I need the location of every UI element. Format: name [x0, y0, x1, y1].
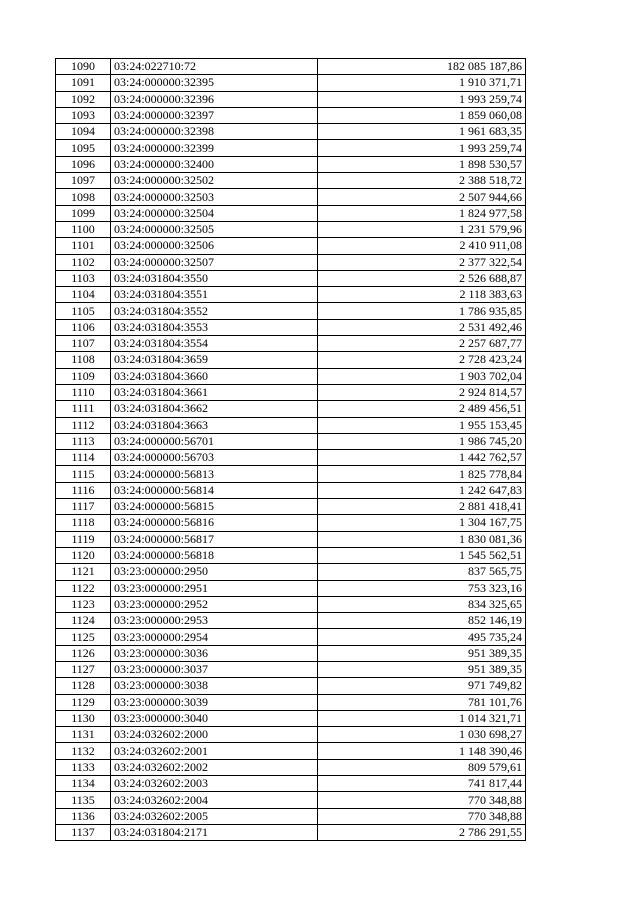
row-number-cell: 1120	[56, 547, 111, 563]
row-number-cell: 1133	[56, 759, 111, 775]
value-cell: 2 507 944,66	[318, 189, 526, 205]
value-cell: 753 323,16	[318, 580, 526, 596]
cadastral-number-cell: 03:23:000000:2954	[111, 629, 318, 645]
row-number-cell: 1108	[56, 352, 111, 368]
value-cell: 1 830 081,36	[318, 531, 526, 547]
table-row	[56, 499, 526, 515]
cadastral-number-cell: 03:24:031804:2171	[111, 824, 318, 840]
table-row	[56, 743, 526, 759]
value-cell: 1 014 321,71	[318, 710, 526, 726]
cadastral-number-cell: 03:24:000000:32502	[111, 173, 318, 189]
row-number-cell: 1090	[56, 59, 111, 75]
table-row	[56, 547, 526, 563]
cadastral-number-cell: 03:24:000000:56813	[111, 466, 318, 482]
row-number-cell: 1126	[56, 645, 111, 661]
table-row	[56, 384, 526, 400]
table-row	[56, 433, 526, 449]
value-cell: 1 903 702,04	[318, 368, 526, 384]
value-cell: 1 859 060,08	[318, 107, 526, 123]
row-number-cell: 1097	[56, 173, 111, 189]
table-row	[56, 75, 526, 91]
row-number-cell: 1117	[56, 499, 111, 515]
row-number-cell: 1105	[56, 303, 111, 319]
table-row	[56, 580, 526, 596]
table-row	[56, 564, 526, 580]
table-row	[56, 629, 526, 645]
cadastral-number-cell: 03:24:000000:32505	[111, 221, 318, 237]
value-cell: 2 728 423,24	[318, 352, 526, 368]
table-row	[56, 124, 526, 140]
row-number-cell: 1132	[56, 743, 111, 759]
table-row	[56, 613, 526, 629]
table-row	[56, 173, 526, 189]
row-number-cell: 1119	[56, 531, 111, 547]
value-cell: 2 531 492,46	[318, 319, 526, 335]
cadastral-number-cell: 03:23:000000:2950	[111, 564, 318, 580]
row-number-cell: 1136	[56, 808, 111, 824]
value-cell: 1 993 259,74	[318, 140, 526, 156]
table-row	[56, 661, 526, 677]
table-row	[56, 450, 526, 466]
value-cell: 2 410 911,08	[318, 238, 526, 254]
table-row	[56, 368, 526, 384]
cadastral-number-cell: 03:24:000000:32506	[111, 238, 318, 254]
row-number-cell: 1122	[56, 580, 111, 596]
value-cell: 2 489 456,51	[318, 401, 526, 417]
value-cell: 1 955 153,45	[318, 417, 526, 433]
cadastral-number-cell: 03:24:000000:56818	[111, 547, 318, 563]
row-number-cell: 1114	[56, 450, 111, 466]
value-cell: 781 101,76	[318, 694, 526, 710]
value-cell: 951 389,35	[318, 645, 526, 661]
cadastral-number-cell: 03:24:031804:3661	[111, 384, 318, 400]
table-row	[56, 824, 526, 840]
table-row	[56, 645, 526, 661]
cadastral-number-cell: 03:23:000000:3037	[111, 661, 318, 677]
row-number-cell: 1112	[56, 417, 111, 433]
value-cell: 1 993 259,74	[318, 91, 526, 107]
cadastral-number-cell: 03:23:000000:3036	[111, 645, 318, 661]
cadastral-number-cell: 03:24:031804:3660	[111, 368, 318, 384]
row-number-cell: 1134	[56, 776, 111, 792]
table-row	[56, 140, 526, 156]
row-number-cell: 1135	[56, 792, 111, 808]
value-cell: 2 377 322,54	[318, 254, 526, 270]
value-cell: 1 898 530,57	[318, 156, 526, 172]
cadastral-number-cell: 03:24:000000:32396	[111, 91, 318, 107]
row-number-cell: 1095	[56, 140, 111, 156]
table-row	[56, 776, 526, 792]
row-number-cell: 1104	[56, 287, 111, 303]
row-number-cell: 1131	[56, 727, 111, 743]
cadastral-number-cell: 03:24:000000:32507	[111, 254, 318, 270]
row-number-cell: 1092	[56, 91, 111, 107]
row-number-cell: 1107	[56, 336, 111, 352]
row-number-cell: 1124	[56, 613, 111, 629]
value-cell: 1 786 935,85	[318, 303, 526, 319]
value-cell: 2 786 291,55	[318, 824, 526, 840]
cadastral-number-cell: 03:23:000000:2952	[111, 596, 318, 612]
cadastral-number-cell: 03:24:031804:3552	[111, 303, 318, 319]
row-number-cell: 1130	[56, 710, 111, 726]
value-cell: 837 565,75	[318, 564, 526, 580]
row-number-cell: 1098	[56, 189, 111, 205]
cadastral-number-cell: 03:24:022710:72	[111, 59, 318, 75]
value-cell: 1 825 778,84	[318, 466, 526, 482]
table-row	[56, 303, 526, 319]
value-cell: 1 824 977,58	[318, 205, 526, 221]
cadastral-number-cell: 03:24:031804:3554	[111, 336, 318, 352]
value-cell: 741 817,44	[318, 776, 526, 792]
table-row	[56, 91, 526, 107]
table-row	[56, 482, 526, 498]
cadastral-number-cell: 03:24:031804:3550	[111, 270, 318, 286]
cadastral-number-cell: 03:24:000000:32504	[111, 205, 318, 221]
table-row	[56, 678, 526, 694]
table-row	[56, 694, 526, 710]
row-number-cell: 1093	[56, 107, 111, 123]
row-number-cell: 1137	[56, 824, 111, 840]
row-number-cell: 1118	[56, 515, 111, 531]
row-number-cell: 1109	[56, 368, 111, 384]
value-cell: 2 881 418,41	[318, 499, 526, 515]
table-row	[56, 156, 526, 172]
cadastral-number-cell: 03:24:000000:56815	[111, 499, 318, 515]
table-row	[56, 352, 526, 368]
value-cell: 1 030 698,27	[318, 727, 526, 743]
cadastral-number-cell: 03:24:032602:2004	[111, 792, 318, 808]
row-number-cell: 1102	[56, 254, 111, 270]
table-row	[56, 189, 526, 205]
value-cell: 834 325,65	[318, 596, 526, 612]
cadastral-number-cell: 03:24:031804:3551	[111, 287, 318, 303]
cadastral-number-cell: 03:24:000000:56816	[111, 515, 318, 531]
table-row	[56, 254, 526, 270]
value-cell: 1 231 579,96	[318, 221, 526, 237]
table-row	[56, 59, 526, 75]
table-row	[56, 107, 526, 123]
cadastral-number-cell: 03:24:000000:56814	[111, 482, 318, 498]
table-row	[56, 205, 526, 221]
cadastral-number-cell: 03:24:031804:3659	[111, 352, 318, 368]
table-row	[56, 319, 526, 335]
table-row	[56, 401, 526, 417]
row-number-cell: 1129	[56, 694, 111, 710]
row-number-cell: 1115	[56, 466, 111, 482]
table-row	[56, 221, 526, 237]
row-number-cell: 1121	[56, 564, 111, 580]
value-cell: 2 388 518,72	[318, 173, 526, 189]
cadastral-number-cell: 03:24:031804:3663	[111, 417, 318, 433]
value-cell: 1 986 745,20	[318, 433, 526, 449]
table-row	[56, 270, 526, 286]
row-number-cell: 1091	[56, 75, 111, 91]
table-row	[56, 596, 526, 612]
row-number-cell: 1103	[56, 270, 111, 286]
value-cell: 495 735,24	[318, 629, 526, 645]
cadastral-number-cell: 03:24:032602:2003	[111, 776, 318, 792]
cadastral-number-cell: 03:24:000000:32399	[111, 140, 318, 156]
row-number-cell: 1127	[56, 661, 111, 677]
table-row	[56, 531, 526, 547]
cadastral-number-cell: 03:24:032602:2002	[111, 759, 318, 775]
table-row	[56, 466, 526, 482]
table-row	[56, 759, 526, 775]
row-number-cell: 1116	[56, 482, 111, 498]
value-cell: 1 910 371,71	[318, 75, 526, 91]
table-row	[56, 808, 526, 824]
row-number-cell: 1096	[56, 156, 111, 172]
cadastral-value-table	[55, 58, 526, 841]
table-row	[56, 238, 526, 254]
value-cell: 1 304 167,75	[318, 515, 526, 531]
row-number-cell: 1106	[56, 319, 111, 335]
row-number-cell: 1113	[56, 433, 111, 449]
value-cell: 770 348,88	[318, 792, 526, 808]
cadastral-number-cell: 03:23:000000:3038	[111, 678, 318, 694]
cadastral-number-cell: 03:24:031804:3553	[111, 319, 318, 335]
cadastral-number-cell: 03:24:000000:56703	[111, 450, 318, 466]
table-body	[56, 59, 526, 841]
row-number-cell: 1111	[56, 401, 111, 417]
cadastral-number-cell: 03:24:000000:56701	[111, 433, 318, 449]
cadastral-number-cell: 03:24:000000:32400	[111, 156, 318, 172]
cadastral-number-cell: 03:23:000000:3040	[111, 710, 318, 726]
cadastral-number-cell: 03:24:000000:56817	[111, 531, 318, 547]
cadastral-number-cell: 03:24:000000:32503	[111, 189, 318, 205]
table-row	[56, 792, 526, 808]
cadastral-number-cell: 03:23:000000:2951	[111, 580, 318, 596]
value-cell: 770 348,88	[318, 808, 526, 824]
value-cell: 852 146,19	[318, 613, 526, 629]
value-cell: 1 148 390,46	[318, 743, 526, 759]
cadastral-number-cell: 03:24:000000:32397	[111, 107, 318, 123]
value-cell: 2 257 687,77	[318, 336, 526, 352]
table-row	[56, 336, 526, 352]
row-number-cell: 1125	[56, 629, 111, 645]
table-row	[56, 710, 526, 726]
row-number-cell: 1101	[56, 238, 111, 254]
row-number-cell: 1100	[56, 221, 111, 237]
table-row	[56, 417, 526, 433]
value-cell: 182 085 187,86	[318, 59, 526, 75]
row-number-cell: 1094	[56, 124, 111, 140]
row-number-cell: 1123	[56, 596, 111, 612]
cadastral-number-cell: 03:24:000000:32395	[111, 75, 318, 91]
row-number-cell: 1099	[56, 205, 111, 221]
table-row	[56, 287, 526, 303]
value-cell: 809 579,61	[318, 759, 526, 775]
cadastral-number-cell: 03:23:000000:3039	[111, 694, 318, 710]
cadastral-number-cell: 03:24:031804:3662	[111, 401, 318, 417]
table-row	[56, 727, 526, 743]
cadastral-number-cell: 03:24:032602:2005	[111, 808, 318, 824]
value-cell: 1 961 683,35	[318, 124, 526, 140]
row-number-cell: 1128	[56, 678, 111, 694]
cadastral-number-cell: 03:24:032602:2000	[111, 727, 318, 743]
value-cell: 2 526 688,87	[318, 270, 526, 286]
value-cell: 2 924 814,57	[318, 384, 526, 400]
value-cell: 951 389,35	[318, 661, 526, 677]
cadastral-number-cell: 03:24:000000:32398	[111, 124, 318, 140]
value-cell: 1 442 762,57	[318, 450, 526, 466]
cadastral-number-cell: 03:24:032602:2001	[111, 743, 318, 759]
value-cell: 1 242 647,83	[318, 482, 526, 498]
row-number-cell: 1110	[56, 384, 111, 400]
cadastral-number-cell: 03:23:000000:2953	[111, 613, 318, 629]
value-cell: 2 118 383,63	[318, 287, 526, 303]
table-row	[56, 515, 526, 531]
value-cell: 1 545 562,51	[318, 547, 526, 563]
value-cell: 971 749,82	[318, 678, 526, 694]
